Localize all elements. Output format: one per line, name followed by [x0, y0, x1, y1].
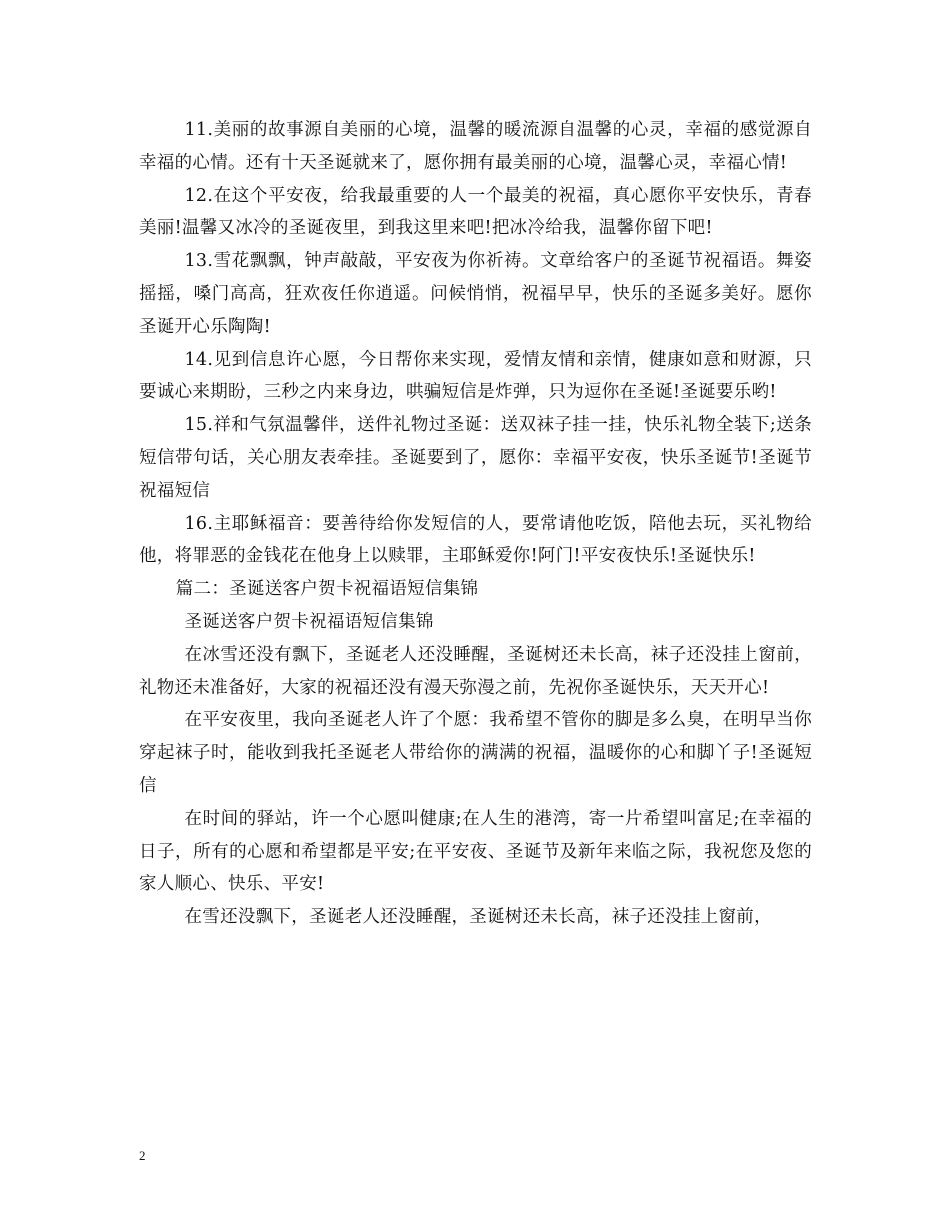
paragraph-11: 11.美丽的故事源自美丽的心境，温馨的暖流源自温馨的心灵，幸福的感觉源自幸福的心情。还有十天圣诞就来了，愿你拥有最美丽的心境，温馨心灵，幸福心情!	[139, 120, 812, 173]
paragraph-12: 12.在这个平安夜，给我最重要的人一个最美的祝福，真心愿你平安快乐，青春美丽!温馨又冰冷的圣诞夜里，到我这里来吧!把冰冷给我，温馨你留下吧!	[139, 185, 812, 239]
paragraph-16: 16.主耶稣福音：要善待给你发短信的人，要常请他吃饭，陪他去玩，买礼物给他，将罪恶的金钱花在他身上以赎罪，主耶稣爱你!阿门!平安夜快乐!圣诞快乐!	[139, 513, 812, 567]
paragraph-13: 13.雪花飘飘，钟声敲敲，平安夜为你祈祷。文章给客户的圣诞节祝福语。舞姿摇摇，嗓门高高，狂欢夜任你逍遥。问候悄悄，祝福早早，快乐的圣诞多美好。愿你圣诞开心乐陶陶!	[139, 251, 812, 337]
paragraph-greeting-4: 在雪还没飘下，圣诞老人还没睡醒，圣诞树还未长高，袜子还没挂上窗前，	[184, 907, 772, 928]
page-number: 2	[139, 1148, 146, 1163]
paragraph-greeting-1: 在冰雪还没有飘下，圣诞老人还没睡醒，圣诞树还未长高，袜子还没挂上窗前，礼物还未准备好，大家的祝福还没有漫天弥漫之前，先祝你圣诞快乐，天天开心!	[139, 644, 812, 698]
paragraph-14: 14.见到信息许心愿，今日帮你来实现，爱情友情和亲情，健康如意和财源，只要诚心来期盼，三秒之内来身边，哄骗短信是炸弹，只为逗你在圣诞!圣诞要乐哟!	[139, 349, 812, 403]
section-subtitle: 圣诞送客户贺卡祝福语短信集锦	[184, 611, 434, 632]
paragraph-15: 15.祥和气氛温馨伴，送件礼物过圣诞：送双袜子挂一挂，快乐礼物全装下;送条短信带句话，关心朋友表牵挂。圣诞要到了，愿你：幸福平安夜，快乐圣诞节!圣诞节祝福短信	[139, 415, 812, 501]
paragraph-greeting-3: 在时间的驿站，许一个心愿叫健康;在人生的港湾，寄一片希望叫富足;在幸福的日子，所有的心愿和希望都是平安;在平安夜、圣诞节及新年来临之际，我祝您及您的家人顺心、快乐、平安!	[139, 808, 812, 895]
section-heading: 篇二：圣诞送客户贺卡祝福语短信集锦	[175, 579, 479, 600]
body-text	[139, 114, 812, 934]
paragraph-greeting-2: 在平安夜里，我向圣诞老人许了个愿：我希望不管你的脚是多么臭，在明早当你穿起袜子时，能收到我托圣诞老人带给你的满满的祝福，温暖你的心和脚丫子!圣诞短信	[139, 710, 812, 796]
